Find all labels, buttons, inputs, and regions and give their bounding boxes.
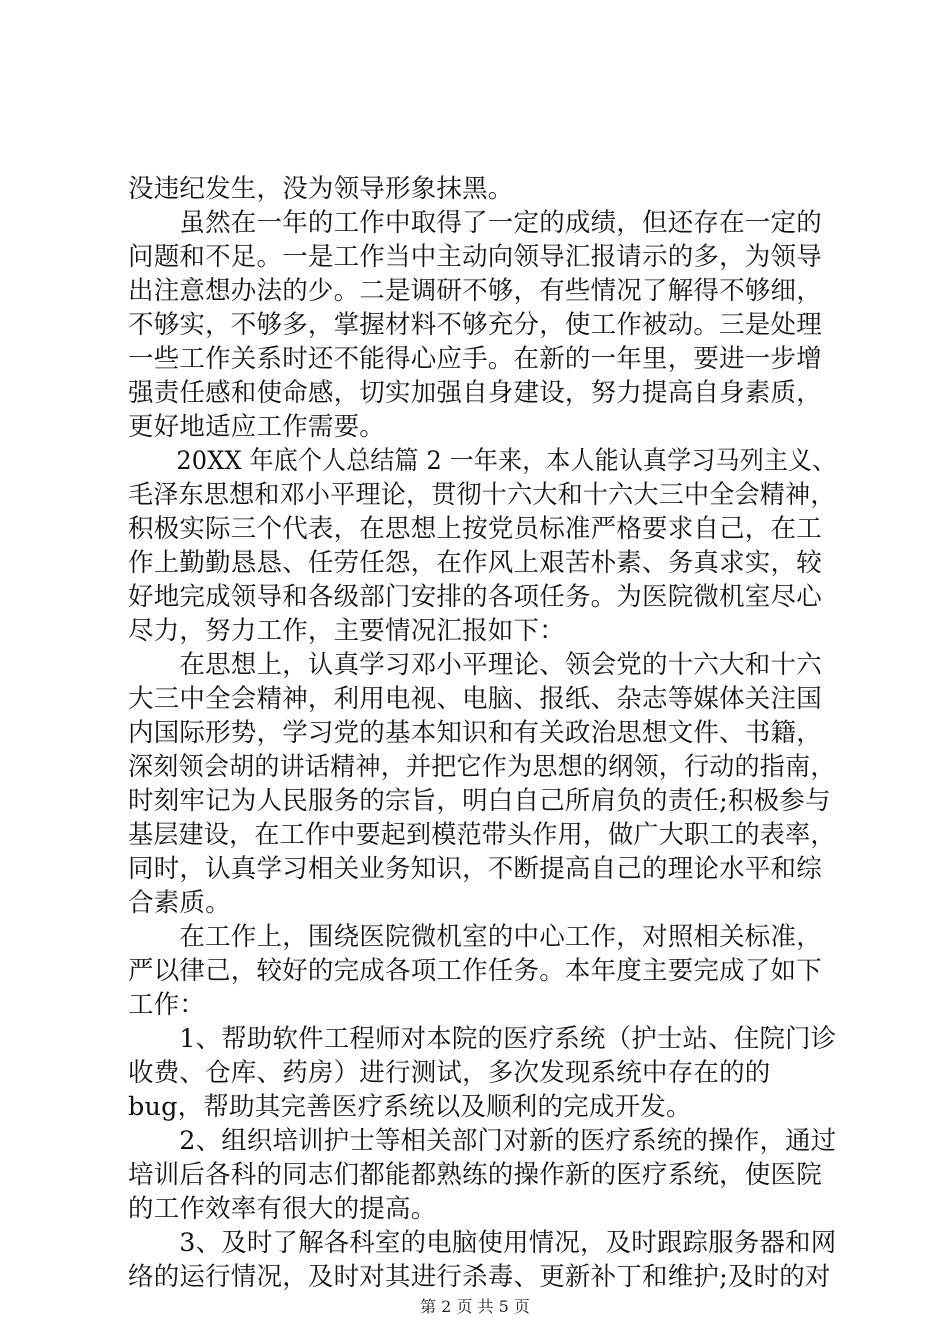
text-line: 在思想上，认真学习邓小平理论、领会党的十六大和十六 — [128, 650, 822, 680]
text-line: 的工作效率有很大的提高。 — [128, 1194, 437, 1224]
text-line: 严以律己，较好的完成各项工作任务。本年度主要完成了如下 — [128, 956, 822, 986]
text-line: 络的运行情况，及时对其进行杀毒、更新补丁和维护;及时的对 — [128, 1262, 831, 1292]
text-line: 没违纪发生，没为领导形象抹黑。 — [128, 174, 514, 204]
text-line: 工作： — [128, 990, 206, 1020]
text-line: 3、及时了解各科室的电脑使用情况，及时跟踪服务器和网 — [128, 1228, 837, 1258]
text-line: 强责任感和使命感，切实加强自身建设，努力提高自身素质， — [128, 378, 822, 408]
text-line: 毛泽东思想和邓小平理论，贯彻十六大和十六大三中全会精神， — [128, 480, 836, 510]
text-line: bug，帮助其完善医疗系统以及顺利的完成开发。 — [128, 1092, 692, 1122]
text-line: 收费、仓库、药房）进行测试，多次发现系统中存在的的 — [128, 1058, 771, 1088]
text-line: 作上勤勤恳恳、任劳任怨，在作风上艰苦朴素、务真求实，较 — [128, 548, 822, 578]
text-line: 大三中全会精神，利用电视、电脑、报纸、杂志等媒体关注国 — [128, 684, 822, 714]
text-line: 20XX 年底个人总结篇 2 一年来，本人能认真学习马列主义、 — [128, 446, 837, 476]
text-line: 1、帮助软件工程师对本院的医疗系统（护士站、住院门诊 — [128, 1024, 837, 1054]
text-line: 时刻牢记为人民服务的宗旨，明白自己所肩负的责任;积极参与 — [128, 786, 831, 816]
page-number-footer: 第 2 页 共 5 页 — [420, 1297, 530, 1316]
text-line: 同时，认真学习相关业务知识，不断提高自己的理论水平和综 — [128, 854, 822, 884]
text-line: 不够实，不够多，掌握材料不够充分，使工作被动。三是处理 — [128, 310, 822, 340]
text-line: 出注意想办法的少。二是调研不够，有些情况了解得不够细， — [128, 276, 822, 306]
text-line: 一些工作关系时还不能得心应手。在新的一年里，要进一步增 — [128, 344, 822, 374]
text-line: 尽力，努力工作，主要情况汇报如下： — [128, 616, 565, 646]
text-line: 在工作上，围绕医院微机室的中心工作，对照相关标准， — [128, 922, 822, 952]
text-line: 培训后各科的同志们都能都熟练的操作新的医疗系统，使医院 — [128, 1160, 822, 1190]
text-line: 合素质。 — [128, 888, 231, 918]
text-line: 积极实际三个代表，在思想上按党员标准严格要求自己，在工 — [128, 514, 822, 544]
text-line: 虽然在一年的工作中取得了一定的成绩，但还存在一定的 — [128, 208, 822, 238]
text-line: 内国际形势，学习党的基本知识和有关政治思想文件、书籍， — [128, 718, 822, 748]
text-line: 好地完成领导和各级部门安排的各项任务。为医院微机室尽心 — [128, 582, 822, 612]
text-line: 更好地适应工作需要。 — [128, 412, 386, 442]
text-line: 基层建设，在工作中要起到模范带头作用，做广大职工的表率， — [128, 820, 836, 850]
text-line: 问题和不足。一是工作当中主动向领导汇报请示的多，为领导 — [128, 242, 822, 272]
text-line: 深刻领会胡的讲话精神，并把它作为思想的纲领，行动的指南， — [128, 752, 836, 782]
text-line: 2、组织培训护士等相关部门对新的医疗系统的操作，通过 — [128, 1126, 837, 1156]
